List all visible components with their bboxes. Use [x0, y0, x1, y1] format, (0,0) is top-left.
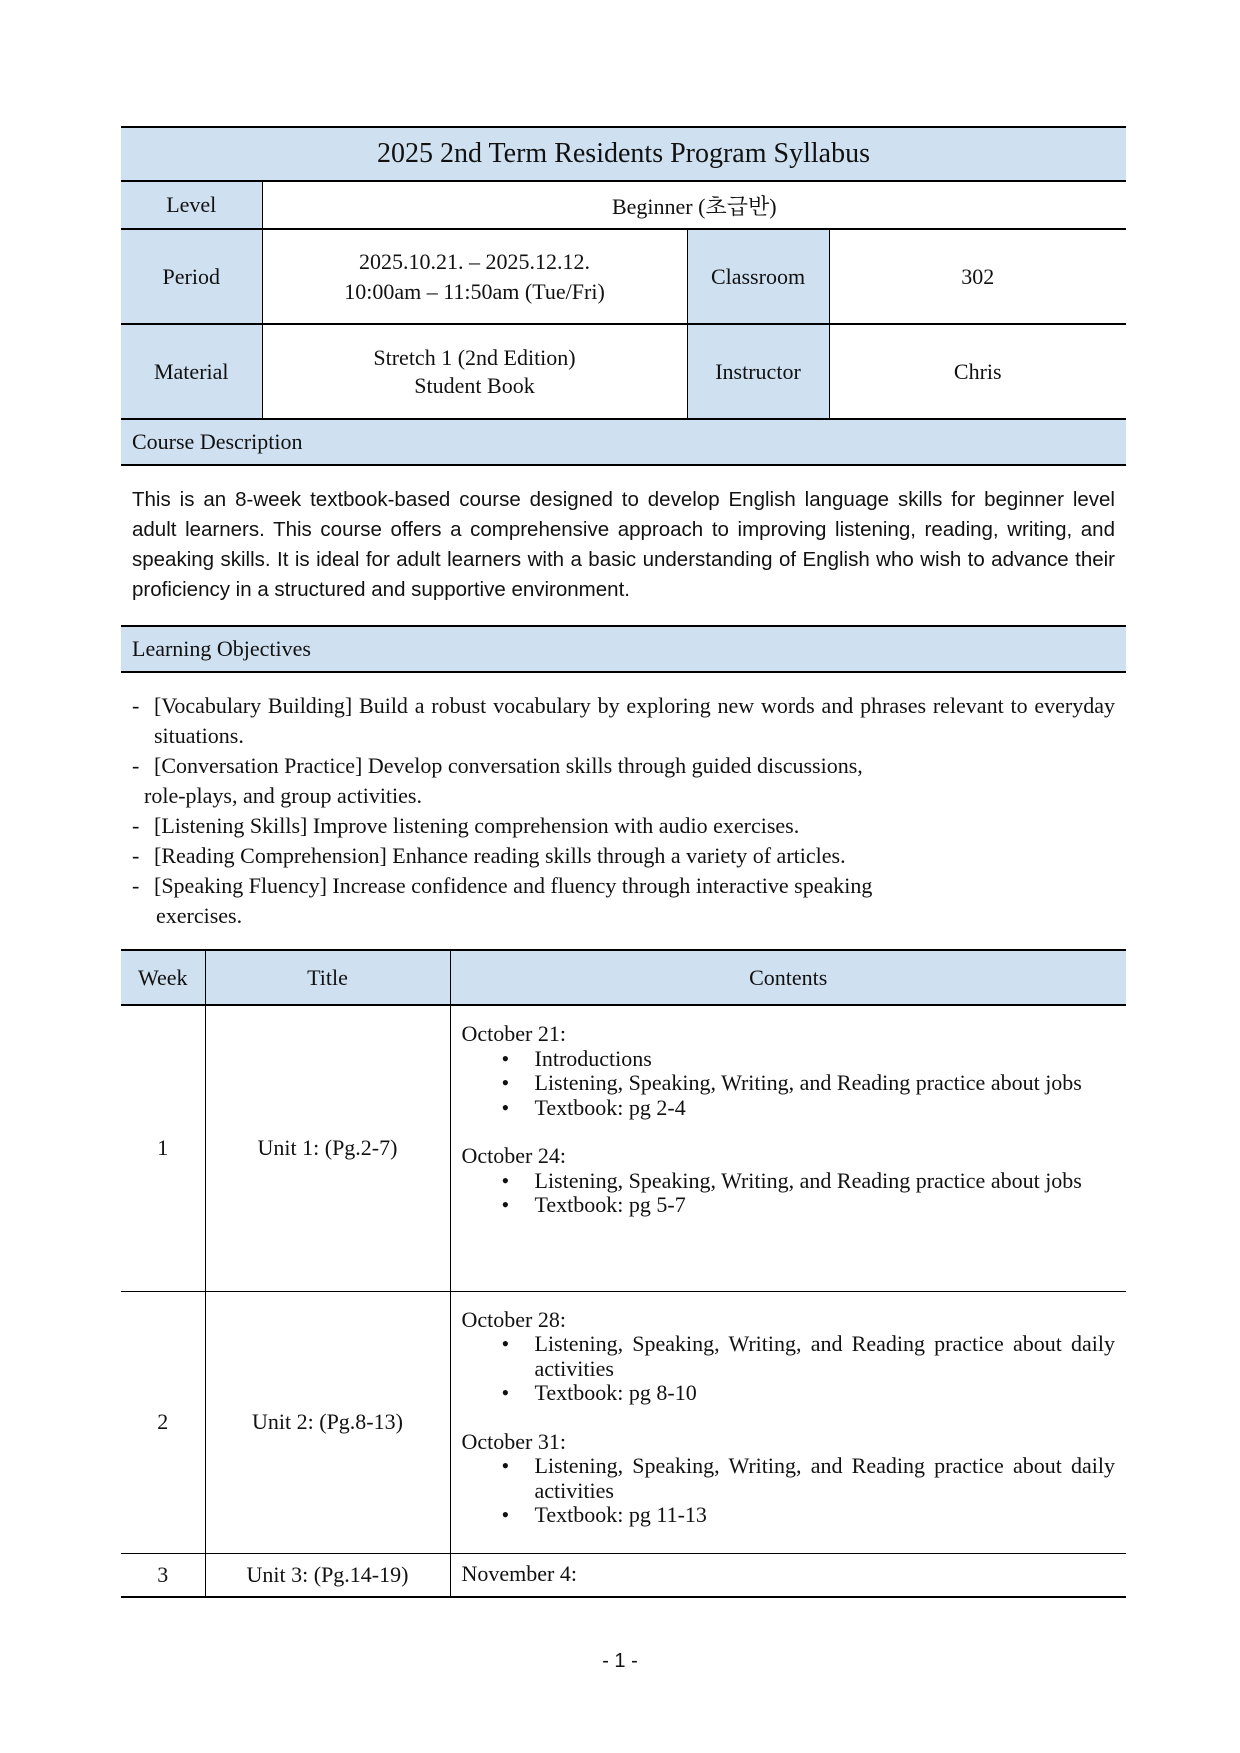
bullet-icon: •	[501, 1380, 510, 1405]
period-dates: 2025.10.21. – 2025.12.12.	[359, 248, 590, 274]
objective-continuation: role-plays, and group activities.	[144, 783, 422, 808]
bullet-icon: •	[501, 1502, 510, 1527]
classroom-value: 302	[829, 229, 1126, 324]
bullet-icon: •	[501, 1331, 510, 1356]
material-label: Material	[121, 324, 262, 419]
dash-bullet-icon: -	[132, 693, 140, 718]
session	[462, 1308, 1116, 1406]
list-item: • Textbook: pg 2-4	[501, 1094, 686, 1120]
table-row	[121, 1291, 1126, 1553]
list-item: • Listening, Speaking, Writing, and Reading practice about daily activities	[501, 1331, 1115, 1381]
material-value	[262, 324, 687, 419]
unit-title: Unit 1: (Pg.2-7)	[205, 1005, 450, 1291]
week-contents	[450, 1291, 1126, 1553]
session-date: October 31:	[461, 1428, 566, 1454]
bullet-icon: •	[501, 1192, 510, 1217]
objective-item: - [Speaking Fluency] Increase confidence and fluency through interactive speaking	[132, 871, 1115, 901]
period-time: 10:00am – 11:50am (Tue/Fri)	[344, 278, 605, 304]
bullet-icon: •	[501, 1045, 510, 1071]
period-label: Period	[121, 229, 262, 324]
objective-item: - [Vocabulary Building] Build a robust vocabulary by exploring new words and phrases relevant to everyday situations.	[132, 693, 1115, 748]
list-item: • Introductions	[501, 1045, 652, 1071]
bullet-icon: •	[501, 1094, 510, 1120]
week-number: 3	[121, 1553, 205, 1597]
list-item: • Textbook: pg 5-7	[501, 1192, 686, 1217]
list-item: • Textbook: pg 8-10	[501, 1380, 697, 1405]
column-header-contents: Contents	[450, 950, 1126, 1005]
syllabus-page	[121, 126, 1126, 1598]
session-date: October 28:	[461, 1306, 566, 1332]
unit-title: Unit 3: (Pg.14-19)	[205, 1553, 450, 1597]
dash-bullet-icon: -	[132, 813, 140, 838]
course-description-heading: Course Description	[121, 420, 1126, 466]
weekly-schedule-table	[121, 949, 1126, 1598]
bullet-icon: •	[501, 1453, 510, 1478]
level-label: Level	[121, 181, 262, 229]
dash-bullet-icon: -	[132, 753, 140, 778]
session-date: November 4:	[461, 1560, 577, 1586]
table-row	[121, 1553, 1126, 1597]
learning-objectives-heading: Learning Objectives	[121, 625, 1126, 673]
bullet-icon: •	[501, 1070, 510, 1095]
material-line-1: Stretch 1 (2nd Edition)	[373, 344, 576, 370]
column-header-week: Week	[121, 950, 205, 1005]
table-row	[121, 1005, 1126, 1291]
list-item: • Textbook: pg 11-13	[501, 1502, 707, 1527]
unit-title: Unit 2: (Pg.8-13)	[205, 1291, 450, 1553]
instructor-value: Chris	[829, 324, 1126, 419]
week-number: 1	[157, 1135, 169, 1161]
course-description-text: This is an 8-week textbook-based course designed to develop English language skills for beginner level adult learners. This course offers a comprehensive approach to improving listening, reading, writing, and speaking skills. It is ideal for adult learners with a basic understanding of English who wish to advance their proficiency in a structured and supportive environment.	[132, 488, 1115, 601]
week-contents	[450, 1005, 1126, 1291]
list-item: • Listening, Speaking, Writing, and Reading practice about jobs	[501, 1167, 1082, 1193]
session-date: October 21:	[461, 1021, 566, 1046]
session	[462, 1430, 1116, 1528]
column-header-title: Title	[205, 950, 450, 1005]
dash-bullet-icon: -	[132, 873, 140, 898]
dash-bullet-icon: -	[132, 843, 140, 868]
syllabus-title: 2025 2nd Term Residents Program Syllabus	[121, 127, 1126, 181]
material-line-2: Student Book	[414, 372, 535, 398]
list-item: • Listening, Speaking, Writing, and Reading practice about jobs	[501, 1070, 1082, 1095]
instructor-label: Instructor	[687, 324, 829, 419]
session	[462, 1022, 1116, 1120]
period-value	[262, 229, 687, 324]
list-item: • Listening, Speaking, Writing, and Reading practice about daily activities	[501, 1453, 1115, 1503]
learning-objectives-list	[121, 673, 1126, 949]
objective-item: - [Reading Comprehension] Enhance reading skills through a variety of articles.	[132, 841, 1115, 871]
session-date: October 24:	[461, 1143, 566, 1168]
week-number: 2	[121, 1291, 205, 1553]
level-value: Beginner (초급반)	[262, 181, 1126, 229]
objective-item: - [Listening Skills] Improve listening comprehension with audio exercises.	[132, 811, 1115, 841]
objective-item: - [Conversation Practice] Develop conversation skills through guided discussions,	[132, 751, 1115, 781]
week-contents	[450, 1553, 1126, 1597]
classroom-label: Classroom	[687, 229, 829, 324]
session	[462, 1144, 1116, 1218]
syllabus-header-table	[121, 126, 1126, 420]
objective-continuation: exercises.	[156, 903, 243, 928]
bullet-icon: •	[501, 1167, 510, 1193]
page-number: - 1 -	[602, 1650, 638, 1672]
